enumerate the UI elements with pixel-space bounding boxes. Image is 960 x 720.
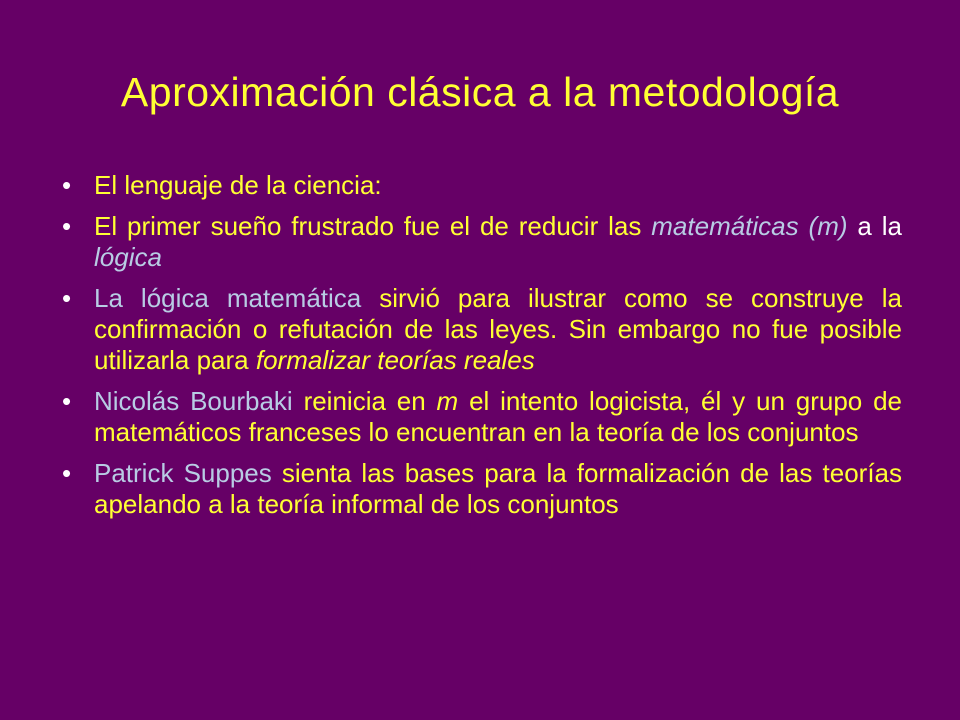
bullet-text-segment: Patrick Suppes [94, 458, 282, 488]
bullet-text-segment: matemáticas (m) [651, 211, 848, 241]
bullet-text-segment: m [436, 386, 459, 416]
bullet-text-segment: formalizar teorías reales [255, 345, 535, 375]
bullet-dot-icon: • [62, 386, 72, 416]
bullet-item [60, 211, 902, 273]
bullet-item [60, 170, 902, 201]
bullet-text-segment: sienta las bases para la formalización de las teorías apelando a la teoría informal de los conjuntos [94, 458, 903, 519]
bullet-dot-icon: • [62, 458, 72, 488]
bullet-item [60, 386, 902, 448]
bullet-list [60, 170, 902, 530]
bullet-item [60, 283, 902, 376]
bullet-text-segment: sirvió para ilustrar como se construye la confirmación o refutación de las leyes. Sin embargo no fue posible utilizarla para [94, 283, 902, 375]
bullet-dot-icon: • [62, 283, 72, 313]
bullet-text-segment: El lenguaje de la ciencia: [94, 170, 382, 200]
bullet-text-segment: a la [847, 211, 902, 241]
bullet-text-segment: La lógica matemática [94, 283, 380, 313]
bullet-text-segment: El primer sueño frustrado fue el de reducir las [94, 211, 652, 241]
bullet-dot-icon: • [62, 170, 72, 200]
bullet-text-segment: el intento logicista, él y un grupo de matemáticos franceses lo encuentran en la teoría de los conjuntos [94, 386, 903, 447]
bullet-dot-icon: • [62, 211, 72, 241]
slide-title: Aproximación clásica a la metodología [120, 69, 840, 115]
bullet-text-segment: Nicolás Bourbaki [94, 386, 304, 416]
bullet-text-segment: lógica [94, 242, 162, 272]
bullet-text-segment: reinicia en [303, 386, 437, 416]
bullet-item [60, 458, 902, 520]
